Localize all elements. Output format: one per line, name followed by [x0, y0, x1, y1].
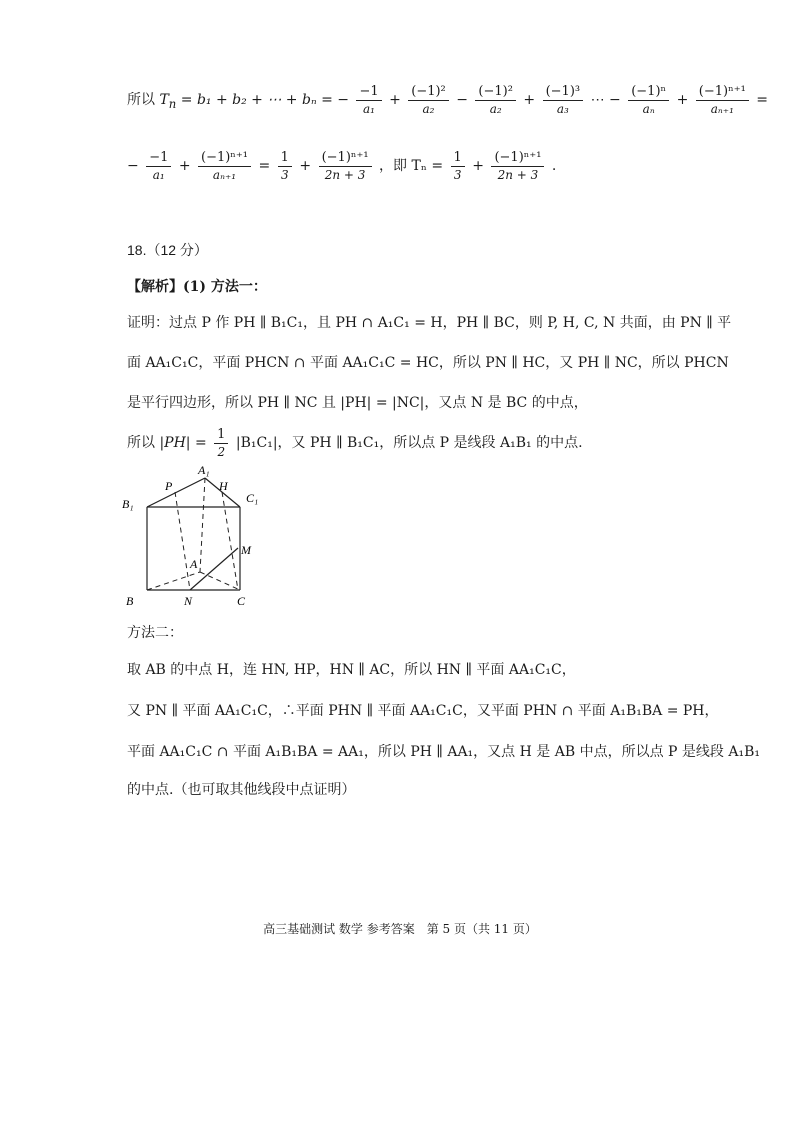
- method1-line-2: 面 AA₁C₁C，平面 PHCN ∩ 平面 AA₁C₁C = HC，所以 PN ∥ HC，又 PH ∥ NC，所以 PHCN: [127, 355, 729, 371]
- label-A: A: [190, 557, 198, 571]
- label-C: C: [237, 594, 246, 608]
- label-M: M: [241, 543, 251, 557]
- fraction: $\frac{\text{(−1)ⁿ⁺¹}}{\text{aₙ₊₁}}$: [198, 150, 251, 182]
- label-A1: A₁: [198, 463, 210, 477]
- prefix-text: 所以: [127, 92, 155, 108]
- label-B: B: [126, 594, 134, 608]
- sum-formula-line-2: − $\frac{-1}{\text{a₁}}$ + $\frac{\text{(−1)ⁿ⁺¹}}{\text{aₙ₊₁}}$ = $\frac{1}{3}$ + $\frac{\text{(−1)ⁿ⁺¹}}{2n + 3}$ ，即 Tₙ = $\frac{1}{3}$ + $\frac{\text{(−1)ⁿ⁺¹}}{2n + 3}$ .: [127, 150, 557, 182]
- fraction: $\frac{1}{3}$: [278, 150, 292, 182]
- fraction: $\frac{\text{(−1)³}}{\text{a₃}}$: [543, 84, 584, 116]
- method1-line-3: 是平行四边形，所以 PH ∥ NC 且 |PH| = |NC|，又点 N 是 BC 的中点，: [127, 395, 588, 411]
- method2-title: 方法二：: [127, 625, 183, 641]
- label-H: H: [219, 479, 228, 493]
- label-C1: C₁: [246, 491, 259, 505]
- fraction: $\frac{\text{(−1)ⁿ}}{\text{aₙ}}$: [628, 84, 669, 116]
- method2-line-2: 又 PN ∥ 平面 AA₁C₁C，∴平面 PHN ∥ 平面 AA₁C₁C，又平面 PHN ∩ 平面 A₁B₁BA = PH，: [127, 703, 719, 719]
- fraction: $\frac{\text{(−1)ⁿ⁺¹}}{2n + 3}$: [319, 150, 372, 182]
- lhs-symbol: T: [159, 92, 169, 108]
- method2-line-4: 的中点.（也可取其他线段中点证明）: [127, 782, 356, 798]
- fraction: $\frac{\text{(−1)²}}{\text{a₂}}$: [475, 84, 516, 116]
- fraction: $\frac{1}{3}$: [451, 150, 465, 182]
- method2-line-1: 取 AB 的中点 H，连 HN, HP，HN ∥ AC，所以 HN ∥ 平面 AA₁C₁C，: [127, 662, 576, 678]
- sum-formula-line-1: 所以 $T_n = b_1 + b_2$ + ⋯ + bₙ = − $\frac{-1}{\text{a₁}}$ + $\frac{\text{(−1)²}}{\text{a₂}}$ − $\frac{\text{(−1)²}}{\text{a₂}}$ + $\frac{\text{(−1)³}}{\text{a₃}}$ ⋯ − $\frac{\text{(−1)ⁿ}}{\text{aₙ}}$ + $\frac{\text{(−1)ⁿ⁺¹}}{\text{aₙ₊₁}}$ =: [127, 84, 768, 116]
- label-B1: B₁: [122, 497, 134, 511]
- method2-line-3: 平面 AA₁C₁C ∩ 平面 A₁B₁BA = AA₁，所以 PH ∥ AA₁，又点 H 是 AB 中点，所以点 P 是线段 A₁B₁: [127, 744, 760, 760]
- fraction: $\frac{1}{2}$: [214, 427, 228, 459]
- label-N: N: [184, 594, 193, 608]
- fraction: $\frac{-1}{\text{a₁}}$: [356, 84, 381, 116]
- problem-header: 18.（12 分）: [127, 242, 208, 258]
- page-footer: 高三基础测试 数学 参考答案 第 5 页（共 11 页）: [263, 922, 537, 936]
- fraction: $\frac{\text{(−1)ⁿ⁺¹}}{2n + 3}$: [491, 150, 544, 182]
- label-P: P: [165, 479, 173, 493]
- fraction: $\frac{\text{(−1)²}}{\text{a₂}}$: [408, 84, 449, 116]
- method1-line-4: 所以 |PH| = $\frac{1}{2}$ |B₁C₁|，又 PH ∥ B₁C₁，所以点 P 是线段 A₁B₁ 的中点.: [127, 427, 583, 459]
- fraction: $\frac{-1}{\text{a₁}}$: [146, 150, 171, 182]
- expansion-text: = b₁ + b₂ + ⋯ + bₙ = −: [180, 92, 349, 108]
- analysis-label: 【解析】(1) 方法一：: [127, 279, 267, 295]
- fraction: $\frac{\text{(−1)ⁿ⁺¹}}{\text{aₙ₊₁}}$: [696, 84, 749, 116]
- prism-figure: [120, 462, 280, 612]
- method1-line-1: 证明：过点 P 作 PH ∥ B₁C₁，且 PH ∩ A₁C₁ = H，PH ∥ BC，则 P, H, C, N 共面，由 PN ∥ 平: [127, 315, 732, 331]
